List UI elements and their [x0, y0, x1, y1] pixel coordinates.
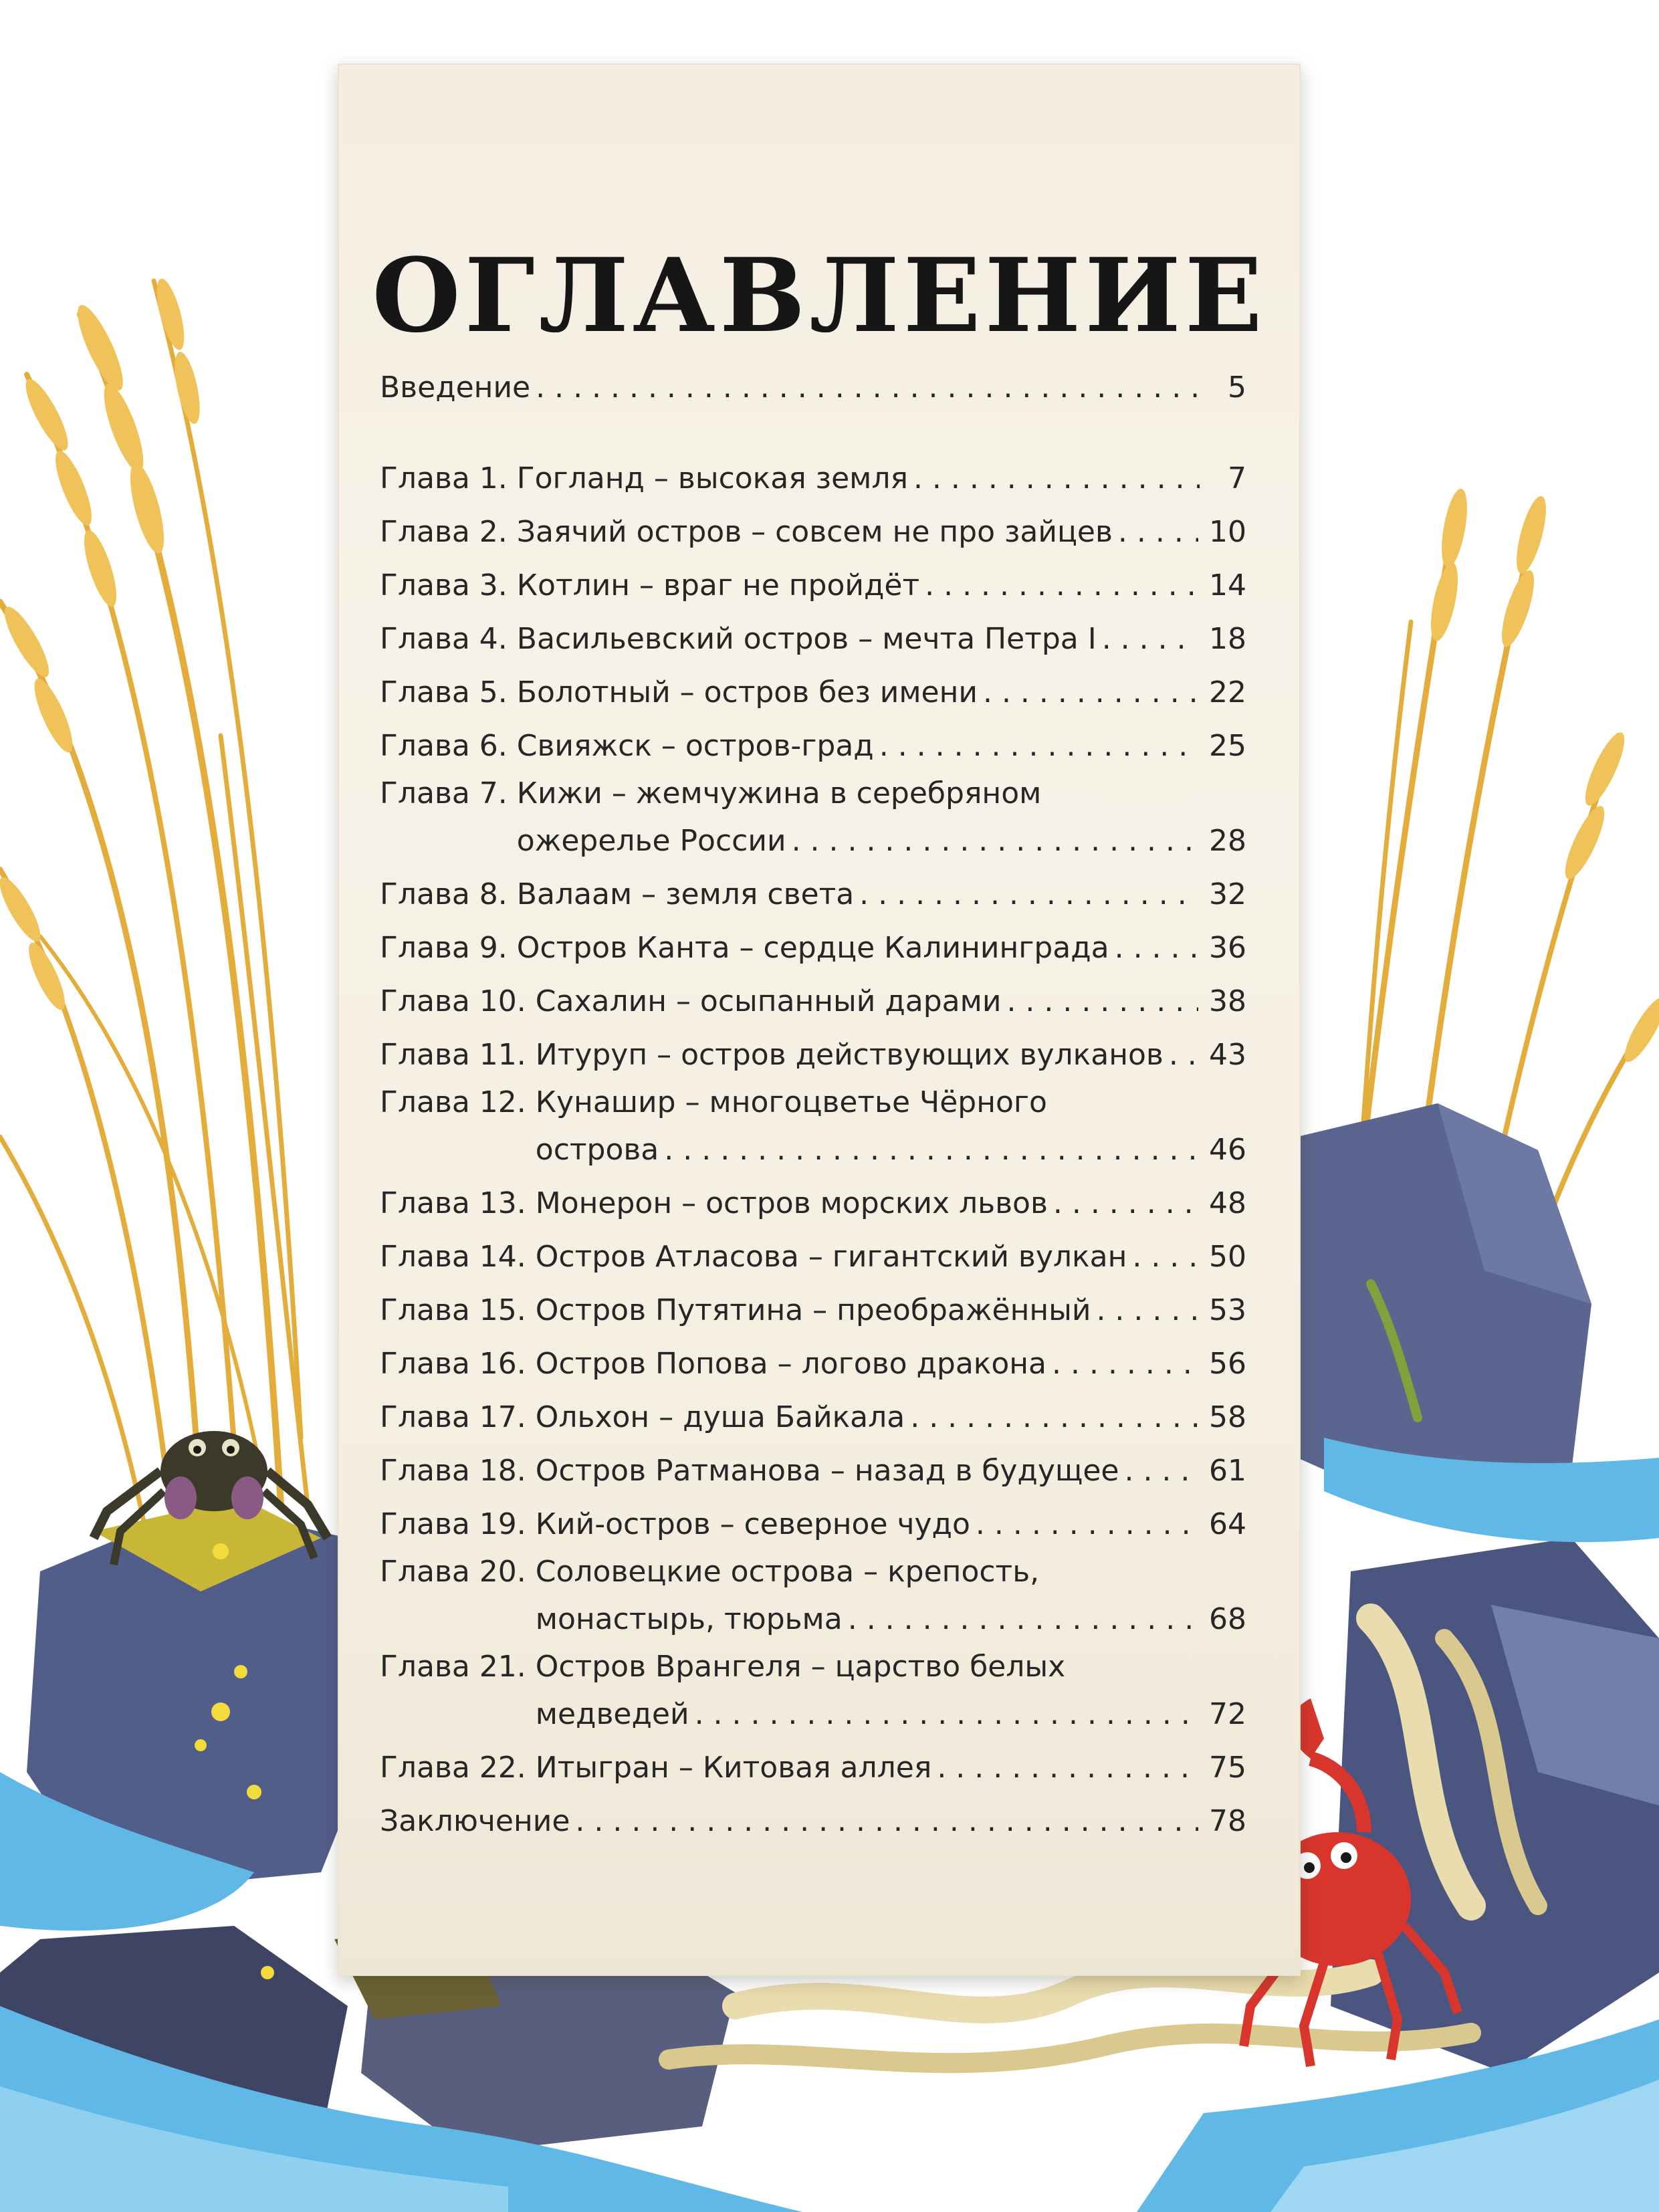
dot-leader	[664, 1123, 1198, 1177]
chapter-title-continued: острова	[535, 1133, 659, 1167]
dot-leader	[859, 868, 1198, 921]
toc-entry-intro[interactable]	[380, 361, 1246, 415]
dot-leader	[1102, 613, 1198, 666]
chapter-prefix: Глава 6.	[380, 729, 508, 763]
toc-page-number: 5	[1228, 370, 1246, 405]
dot-leader	[937, 1741, 1198, 1795]
chapter-prefix: Глава 20.	[380, 1555, 526, 1589]
toc-page-number: 50	[1209, 1240, 1246, 1274]
dot-leader	[910, 1391, 1198, 1444]
toc-page-number: 22	[1209, 675, 1246, 709]
chapter-prefix: Глава 14.	[380, 1240, 526, 1274]
chapter-title: Кижи – жемчужина в серебряном	[516, 776, 1042, 810]
toc-entry-chapter[interactable]	[380, 1498, 1246, 1551]
toc-page-number: 56	[1209, 1347, 1246, 1381]
chapter-prefix: Глава 12.	[380, 1085, 526, 1119]
toc-page-number: 38	[1209, 984, 1246, 1018]
dot-leader	[1006, 975, 1198, 1028]
chapter-title: Болотный – остров без имени	[516, 675, 978, 709]
toc-entry-chapter[interactable]	[380, 720, 1246, 773]
dot-leader	[1124, 1444, 1198, 1498]
toc-page-number: 25	[1209, 729, 1246, 763]
dot-leader	[879, 720, 1198, 773]
toc-entry-chapter[interactable]	[380, 1741, 1246, 1795]
chapter-prefix: Глава 2.	[380, 515, 508, 549]
chapter-title: Остров Канта – сердце Калининграда	[516, 931, 1109, 965]
toc-page-number: 72	[1209, 1697, 1246, 1731]
toc-entry-chapter[interactable]	[380, 666, 1246, 720]
chapter-title: Кунашир – многоцветье Чёрного	[535, 1085, 1047, 1119]
chapter-title: Васильевский остров – мечта Петра I	[516, 622, 1097, 656]
left-wheat-grass	[0, 281, 308, 1538]
toc-page-number: 36	[1209, 931, 1246, 965]
chapter-title: Ольхон – душа Байкала	[535, 1400, 905, 1434]
toc-page-number: 7	[1228, 461, 1246, 495]
page-title: ОГЛАВЛЕНИЕ	[372, 235, 1266, 355]
toc-entry-chapter[interactable]	[380, 1646, 1246, 1741]
toc-entry-chapter[interactable]	[380, 559, 1246, 613]
chapter-prefix: Глава 4.	[380, 622, 508, 656]
chapter-prefix: Глава 10.	[380, 984, 526, 1018]
chapter-prefix: Глава 3.	[380, 568, 508, 602]
dot-leader	[1115, 921, 1198, 975]
chapter-title-continued: медведей	[535, 1697, 689, 1731]
chapter-prefix: Глава 8.	[380, 877, 508, 911]
toc-page-number: 18	[1209, 622, 1246, 656]
toc-page-number: 10	[1209, 515, 1246, 549]
chapter-title: Валаам – земля света	[516, 877, 855, 911]
chapter-prefix: Глава 1.	[380, 461, 508, 495]
toc-entry-chapter[interactable]	[380, 1082, 1246, 1177]
chapter-title: Остров Путятина – преображённый	[535, 1293, 1091, 1327]
dot-leader	[695, 1688, 1198, 1741]
toc-page-number: 43	[1209, 1038, 1246, 1072]
chapter-prefix: Глава 21.	[380, 1650, 526, 1684]
toc-entry-chapter[interactable]	[380, 452, 1246, 506]
chapter-title-continued: монастырь, тюрьма	[535, 1602, 843, 1636]
toc-page-number: 46	[1209, 1133, 1246, 1167]
dot-leader	[1118, 506, 1198, 559]
toc-page-number: 53	[1209, 1293, 1246, 1327]
toc-page-number: 64	[1209, 1507, 1246, 1541]
dot-leader	[1169, 1028, 1198, 1082]
chapter-title: Кий-остров – северное чудо	[535, 1507, 970, 1541]
toc-page-number: 28	[1209, 824, 1246, 858]
chapter-title: Остров Атласова – гигантский вулкан	[535, 1240, 1127, 1274]
dot-leader	[1052, 1337, 1198, 1391]
toc-page-number: 32	[1209, 877, 1246, 911]
table-of-contents	[380, 361, 1246, 1848]
toc-entry-chapter[interactable]	[380, 921, 1246, 975]
chapter-prefix: Глава 15.	[380, 1293, 526, 1327]
toc-page-number: 61	[1209, 1454, 1246, 1488]
toc-entry-chapter[interactable]	[380, 1337, 1246, 1391]
toc-entry-label: Заключение	[380, 1804, 570, 1838]
chapter-prefix: Глава 18.	[380, 1454, 526, 1488]
toc-entry-conclusion[interactable]	[380, 1795, 1246, 1848]
chapter-title: Итуруп – остров действующих вулканов	[535, 1038, 1164, 1072]
chapter-title: Итыгран – Китовая аллея	[535, 1751, 932, 1785]
toc-entry-chapter[interactable]	[380, 1284, 1246, 1337]
chapter-prefix: Глава 19.	[380, 1507, 526, 1541]
dot-leader	[1132, 1230, 1198, 1284]
toc-page-number: 14	[1209, 568, 1246, 602]
chapter-prefix: Глава 9.	[380, 931, 508, 965]
dot-leader	[536, 361, 1200, 415]
toc-entry-chapter[interactable]	[380, 613, 1246, 666]
chapter-title: Монерон – остров морских львов	[535, 1186, 1048, 1220]
dot-leader	[925, 559, 1198, 613]
toc-entry-chapter[interactable]	[380, 1230, 1246, 1284]
toc-entry-chapter[interactable]	[380, 1391, 1246, 1444]
toc-entry-chapter[interactable]	[380, 506, 1246, 559]
chapter-title: Свияжск – остров-град	[516, 729, 874, 763]
chapter-prefix: Глава 11.	[380, 1038, 526, 1072]
toc-page-number: 58	[1209, 1400, 1246, 1434]
dot-leader	[1096, 1284, 1198, 1337]
dot-leader	[913, 452, 1200, 506]
dot-leader	[575, 1795, 1198, 1848]
chapter-title: Соловецкие острова – крепость,	[535, 1555, 1040, 1589]
chapter-title: Гогланд – высокая земля	[516, 461, 908, 495]
toc-page-number: 68	[1209, 1602, 1246, 1636]
dot-leader	[976, 1498, 1198, 1551]
chapter-prefix: Глава 22.	[380, 1751, 526, 1785]
toc-entry-chapter[interactable]	[380, 1177, 1246, 1230]
toc-entry-chapter[interactable]	[380, 1028, 1246, 1082]
dot-leader	[848, 1593, 1198, 1646]
chapter-title: Остров Ратманова – назад в будущее	[535, 1454, 1119, 1488]
toc-entry-chapter[interactable]	[380, 868, 1246, 921]
chapter-title: Остров Попова – логово дракона	[535, 1347, 1047, 1381]
toc-entry-chapter[interactable]	[380, 1444, 1246, 1498]
toc-page-number: 78	[1209, 1804, 1246, 1838]
toc-entry-chapter[interactable]	[380, 1551, 1246, 1646]
chapter-title: Заячий остров – совсем не про зайцев	[516, 515, 1113, 549]
dot-leader	[1053, 1177, 1198, 1230]
chapter-prefix: Глава 5.	[380, 675, 508, 709]
chapter-prefix: Глава 16.	[380, 1347, 526, 1381]
toc-page-number: 48	[1209, 1186, 1246, 1220]
toc-entry-label: Введение	[380, 370, 531, 405]
chapter-prefix: Глава 13.	[380, 1186, 526, 1220]
toc-entry-chapter[interactable]	[380, 773, 1246, 868]
chapter-title-continued: ожерелье России	[516, 824, 786, 858]
chapter-title: Котлин – враг не пройдёт	[516, 568, 920, 602]
toc-entry-chapter[interactable]	[380, 975, 1246, 1028]
chapter-title: Остров Врангеля – царство белых	[535, 1650, 1066, 1684]
chapter-prefix: Глава 7.	[380, 776, 508, 810]
chapter-title: Сахалин – осыпанный дарами	[535, 984, 1002, 1018]
dot-leader	[792, 814, 1198, 868]
toc-page-number: 75	[1209, 1751, 1246, 1785]
chapter-prefix: Глава 17.	[380, 1400, 526, 1434]
dot-leader	[983, 666, 1198, 720]
